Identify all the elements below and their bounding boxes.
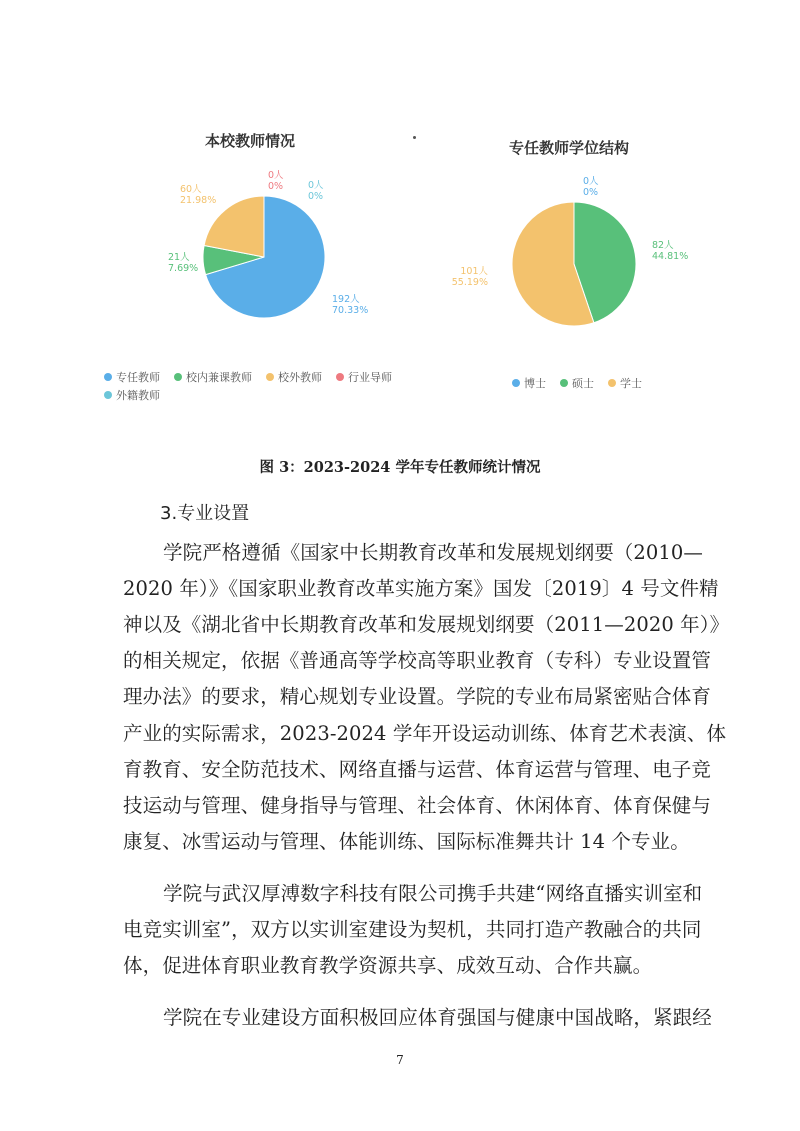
legend-teachers <box>104 369 444 405</box>
legend-item <box>174 369 252 387</box>
paragraph-line: 育教育、安全防范技术、网络直播与运营、体育运营与管理、电子竞 <box>123 758 712 781</box>
legend-label: 校外教师 <box>278 371 322 384</box>
legend-label: 博士 <box>524 377 546 390</box>
paragraph-line: 技运动与管理、健身指导与管理、社会体育、休闲体育、体育保健与 <box>123 794 712 817</box>
paragraph-line: 电竞实训室”，双方以实训室建设为契机，共同打造产教融合的共同 <box>123 918 702 941</box>
legend-marker <box>608 379 616 387</box>
paragraph-line: 的相关规定，依据《普通高等学校高等职业教育（专科）专业设置管 <box>123 649 712 672</box>
slice-count-label: 192人 <box>332 294 360 305</box>
legend-degree-structure <box>512 375 712 393</box>
stray-dot <box>413 136 416 139</box>
slice-count-label: 0人 <box>308 180 324 191</box>
slice-count-label: 101人 <box>460 266 488 277</box>
legend-item <box>608 375 642 393</box>
slice-percent-label: 0% <box>268 181 284 192</box>
slice-count-label: 0人 <box>583 176 599 187</box>
chart-title-teachers: 本校教师情况 <box>205 132 296 150</box>
legend-marker <box>266 373 274 381</box>
slice-count-label: 0人 <box>268 170 284 181</box>
legend-marker <box>104 391 112 399</box>
legend-item <box>104 387 160 405</box>
legend-item <box>336 369 392 387</box>
paragraph-line: 学院在专业建设方面积极回应体育强国与健康中国战略，紧跟经 <box>163 1006 712 1029</box>
slice-percent-label: 7.69% <box>168 263 199 274</box>
slice-count-label: 82人 <box>652 240 674 251</box>
paragraph-line: 学院与武汉厚溥数字科技有限公司携手共建“网络直播实训室和 <box>163 882 703 905</box>
slice-count-label: 60人 <box>180 184 202 195</box>
paragraph-line: 体，促进体育职业教育教学资源共享、成效互动、合作共赢。 <box>123 954 653 977</box>
legend-label: 学士 <box>620 377 642 390</box>
slice-percent-label: 70.33% <box>332 305 369 316</box>
legend-item <box>512 375 546 393</box>
slice-count-label: 21人 <box>168 252 190 263</box>
legend-marker <box>336 373 344 381</box>
legend-item <box>104 369 160 387</box>
pie-chart-degree-structure <box>451 176 689 336</box>
section-heading: 3.专业设置 <box>160 503 250 524</box>
legend-marker <box>174 373 182 381</box>
legend-label: 硕士 <box>572 377 594 390</box>
page-number: 7 <box>396 1053 404 1067</box>
slice-percent-label: 44.81% <box>652 251 689 262</box>
legend-label: 行业导师 <box>348 371 392 384</box>
legend-label: 校内兼课教师 <box>186 371 252 384</box>
paragraph-line: 2020 年）》《国家职业教育改革实施方案》国发〔2019〕4 号文件精 <box>123 577 719 600</box>
paragraph-line: 神以及《湖北省中长期教育改革和发展规划纲要（2011—2020 年）》 <box>123 613 730 636</box>
figure-caption: 图 3：2023-2024 学年专任教师统计情况 <box>259 459 541 476</box>
paragraph-line: 学院严格遵循《国家中长期教育改革和发展规划纲要（2010— <box>163 541 704 564</box>
legend-item <box>266 369 322 387</box>
slice-percent-label: 0% <box>583 187 599 198</box>
legend-label: 外籍教师 <box>116 389 160 402</box>
pie-chart-teachers <box>168 170 369 330</box>
chart-title-degree-structure: 专任教师学位结构 <box>509 139 630 157</box>
paragraph-line: 产业的实际需求，2023-2024 学年开设运动训练、体育艺术表演、体 <box>123 722 727 745</box>
legend-marker <box>512 379 520 387</box>
legend-marker <box>104 373 112 381</box>
paragraph-line: 理办法》的要求，精心规划专业设置。学院的专业布局紧密贴合体育 <box>123 685 712 708</box>
legend-marker <box>560 379 568 387</box>
paragraph-line: 康复、冰雪运动与管理、体能训练、国际标准舞共计 14 个专业。 <box>123 830 690 853</box>
legend-item <box>560 375 594 393</box>
slice-percent-label: 0% <box>308 191 324 202</box>
slice-percent-label: 21.98% <box>180 195 217 206</box>
slice-percent-label: 55.19% <box>451 277 488 288</box>
legend-label: 专任教师 <box>116 371 160 384</box>
